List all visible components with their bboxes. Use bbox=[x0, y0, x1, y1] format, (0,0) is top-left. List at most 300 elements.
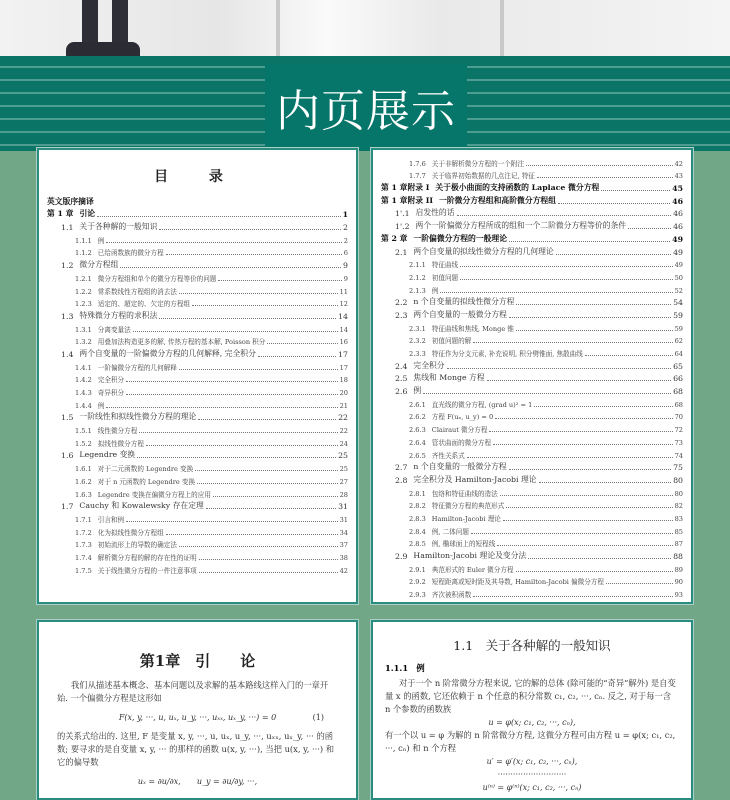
toc-entry-page: 80 bbox=[673, 475, 683, 485]
toc-entry-number: 1.5.2 bbox=[75, 439, 92, 448]
toc-entry-number: 1.7 bbox=[61, 502, 74, 512]
toc-entry-title: Hamilton-Jacobi 理论 bbox=[431, 514, 501, 523]
equation: u = φ(x; c₁, c₂, ···, cₙ), bbox=[488, 718, 576, 727]
dot-leader bbox=[471, 533, 673, 534]
toc-entry-number: 2.8.2 bbox=[409, 502, 426, 511]
equation-ellipsis: ··························· bbox=[497, 770, 567, 779]
toc-entry bbox=[381, 485, 683, 498]
toc-entry-number: 1.2.3 bbox=[75, 300, 92, 309]
toc-entry-number: 2.6.3 bbox=[409, 426, 426, 435]
toc-entry bbox=[381, 498, 683, 511]
dot-leader bbox=[197, 483, 338, 484]
dot-leader bbox=[166, 254, 342, 255]
toc-entry-title: 特征作为分支元素, 补充说明, 积分劈锥面, 焦散曲线 bbox=[431, 350, 583, 358]
toc-entry bbox=[381, 295, 683, 308]
toc-entry-number: 2.1 bbox=[395, 247, 408, 257]
toc-entry-page: 17 bbox=[338, 349, 348, 359]
toc-entry bbox=[47, 245, 348, 258]
dot-leader bbox=[509, 241, 670, 242]
toc-entry-title: 齐性关系式 bbox=[431, 451, 465, 460]
toc-entry-page: 85 bbox=[674, 527, 683, 536]
toc-page-right bbox=[371, 148, 693, 604]
person-shoes bbox=[66, 42, 140, 56]
toc-entry-title: 用叠加法构造更多的解, 传热方程的基本解, Poisson 积分 bbox=[97, 338, 266, 347]
dot-leader bbox=[126, 394, 337, 395]
dot-leader bbox=[206, 508, 336, 509]
toc-entry-title: 完全积分 bbox=[413, 360, 445, 370]
toc-entry bbox=[47, 194, 348, 207]
toc-entry-page: 49 bbox=[673, 247, 683, 257]
toc-entry-title: 例, 椭球面上的短程线 bbox=[431, 540, 496, 549]
toc-entry-title: 微分方程组和单个的微分方程等价的问题 bbox=[97, 274, 217, 283]
toc-entry-number: 第 1 章 bbox=[47, 209, 74, 219]
dot-leader bbox=[497, 545, 672, 546]
toc-entry-title: 启发性的话 bbox=[415, 208, 455, 218]
toc-entry-page: 74 bbox=[674, 451, 683, 460]
toc-entry bbox=[381, 244, 683, 257]
toc-entry-page: 62 bbox=[674, 337, 683, 346]
toc-entry-title: 例 bbox=[431, 286, 439, 295]
toc-entry-title: 初值问题的解 bbox=[431, 337, 472, 346]
toc-entry-number: 1.4.2 bbox=[75, 376, 92, 385]
toc-entry-title: 方程 F(uₓ, u_y) = 0 bbox=[431, 413, 494, 422]
toc-entry-page: 46 bbox=[673, 222, 683, 232]
toc-entry-number: 2.9.2 bbox=[409, 578, 426, 587]
toc-entry-page: 64 bbox=[674, 350, 683, 358]
toc-entry-title: 关于线性微分方程的一件注意事项 bbox=[97, 566, 197, 575]
toc-entry bbox=[47, 321, 348, 334]
toc-entry-number: 1.1 bbox=[61, 223, 74, 233]
toc-entry-page: 72 bbox=[674, 426, 683, 435]
dot-leader bbox=[457, 215, 672, 216]
toc-entry bbox=[381, 231, 683, 244]
dot-leader bbox=[528, 558, 671, 559]
toc-entry-number: 1.7.2 bbox=[75, 528, 92, 537]
toc-entry-title: 分离变量法 bbox=[97, 325, 131, 334]
dot-leader bbox=[447, 368, 671, 369]
toc-entry-page: 6 bbox=[343, 249, 348, 258]
banner-title-box bbox=[265, 64, 467, 150]
toc-entry-page: 93 bbox=[674, 591, 683, 600]
toc-entry bbox=[47, 372, 348, 385]
toc-entry bbox=[47, 511, 348, 524]
toc-entry-page: 34 bbox=[339, 528, 348, 537]
toc-entry-title: 两个自变量的拟线性微分方程的几何理论 bbox=[413, 246, 554, 256]
toc-entry-page: 70 bbox=[674, 413, 683, 422]
dot-leader bbox=[495, 418, 672, 419]
equation-text: F(x, y, ···, u, uₓ, u_y, ···, uₓₓ, uₓ_y, ···) = 0 bbox=[118, 713, 277, 722]
toc-entry-number: 1.7.7 bbox=[409, 172, 426, 181]
toc-entry bbox=[381, 206, 683, 219]
toc-entry-title: 两个自变量的一般微分方程 bbox=[413, 309, 507, 319]
section-banner bbox=[0, 56, 730, 151]
toc-entry-title: 对于二元函数的 Legendre 变换 bbox=[97, 465, 194, 474]
toc-entry bbox=[381, 523, 683, 536]
toc-entry-page: 46 bbox=[673, 209, 683, 219]
toc-entry-number: 2.6 bbox=[395, 387, 408, 397]
dot-leader bbox=[179, 293, 338, 294]
toc-entry-page: 12 bbox=[339, 300, 348, 309]
dot-leader bbox=[159, 229, 341, 230]
toc-entry bbox=[381, 371, 683, 384]
dot-leader bbox=[537, 177, 673, 178]
toc-entry-title: 一阶偏微分方程的一般理论 bbox=[413, 233, 508, 243]
toc-entry-title: 常系数线性方程组的消去法 bbox=[97, 287, 177, 296]
toc-entry-number: 2.8.3 bbox=[409, 514, 426, 523]
toc-entry bbox=[381, 168, 683, 181]
toc-entry-page: 31 bbox=[338, 502, 348, 512]
toc-entry-page: 22 bbox=[339, 427, 348, 436]
toc-entry-title: 英文版序摘译 bbox=[47, 196, 94, 206]
toc-entry-page: 21 bbox=[339, 401, 348, 410]
toc-entry-page: 17 bbox=[339, 363, 348, 372]
toc-entry bbox=[381, 460, 683, 473]
dot-leader bbox=[97, 216, 341, 217]
toc-entry-page: 52 bbox=[674, 286, 683, 295]
dot-leader bbox=[509, 317, 671, 318]
toc-entry bbox=[381, 472, 683, 485]
dot-leader bbox=[467, 457, 673, 458]
toc-entry-number: 1.2.2 bbox=[75, 287, 92, 296]
equation: u⁽ⁿ⁾ = φ⁽ⁿ⁾(x; c₁, c₂, ···, cₙ) bbox=[482, 783, 582, 792]
dot-leader bbox=[166, 534, 338, 535]
toc-entry-title: Legendre 变换在偏微分方程上的应用 bbox=[97, 490, 211, 499]
toc-entry-number: 1.3.2 bbox=[75, 338, 92, 347]
toc-entry-page: 59 bbox=[673, 310, 683, 320]
toc-entry-page: 37 bbox=[339, 541, 348, 550]
toc-entry-page: 20 bbox=[339, 389, 348, 397]
toc-entry bbox=[47, 549, 348, 562]
toc-entry-page: 18 bbox=[339, 376, 348, 385]
toc-entry-number: 1.5 bbox=[61, 413, 74, 423]
dot-leader bbox=[493, 444, 672, 445]
toc-entry-page: 25 bbox=[339, 465, 348, 474]
toc-entry-page: 49 bbox=[672, 234, 683, 244]
toc-entry bbox=[381, 561, 683, 574]
toc-entry-title: 两个自变量的一阶偏微分方程的几何解释, 完全积分 bbox=[79, 348, 256, 358]
toc-entry-title: 短程距离或短时距及其导数, Hamilton-Jacobi 偏微分方程 bbox=[431, 578, 604, 587]
toc-entry bbox=[381, 180, 683, 193]
toc-entry-number: 2.9 bbox=[395, 552, 408, 561]
toc-entry-title: 一阶微分方程组和高阶微分方程组 bbox=[439, 195, 557, 205]
toc-entry bbox=[381, 409, 683, 422]
toc-entry-title: 包络和特征曲线的造法 bbox=[431, 489, 498, 498]
toc-entry bbox=[47, 486, 348, 499]
toc-entry-title: 管状曲面的微分方程 bbox=[431, 438, 492, 447]
toc-entry-title: 已给函数族的微分方程 bbox=[97, 249, 164, 258]
dot-leader bbox=[133, 331, 338, 332]
toc-entry-page: 68 bbox=[674, 400, 683, 409]
toc-entry-number: 1.7.4 bbox=[75, 553, 92, 562]
toc-entry bbox=[47, 562, 348, 575]
window-frame bbox=[276, 0, 280, 56]
toc-entry bbox=[47, 296, 348, 309]
dot-leader bbox=[526, 165, 673, 166]
dot-leader bbox=[159, 318, 336, 319]
dot-leader bbox=[473, 342, 672, 343]
toc-entry bbox=[381, 574, 683, 587]
toc-entry-page: 43 bbox=[674, 172, 683, 181]
toc-entry-number: 2.3.1 bbox=[409, 324, 426, 333]
toc-entry bbox=[47, 257, 348, 270]
dot-leader bbox=[199, 559, 338, 560]
toc-list bbox=[47, 194, 348, 575]
toc-entry-number: 第 1 章附录 I bbox=[381, 183, 430, 193]
toc-entry-number: 2.1.2 bbox=[409, 273, 426, 282]
toc-entry bbox=[381, 155, 683, 168]
toc-entry-page: 83 bbox=[674, 514, 683, 523]
toc-entry-title: 例, 二体问题 bbox=[431, 527, 469, 536]
dot-leader bbox=[137, 457, 336, 458]
toc-entry-page: 87 bbox=[674, 540, 683, 549]
dot-leader bbox=[489, 431, 672, 432]
paragraph: 我们从描述基本概念、基本问题以及求解的基本路线这样入门的一章开始. 一个偏微分方程是这形如 bbox=[57, 680, 329, 703]
toc-entry bbox=[47, 524, 348, 537]
toc-list bbox=[381, 155, 683, 599]
toc-entry-title: 例 bbox=[97, 401, 105, 410]
toc-entry bbox=[47, 359, 348, 372]
toc-entry-page: 73 bbox=[674, 438, 683, 447]
dot-leader bbox=[473, 596, 672, 597]
toc-entry bbox=[381, 358, 683, 371]
chapter-heading: 第1章 引 论 bbox=[139, 652, 256, 670]
toc-entry-page: 50 bbox=[674, 273, 683, 282]
dot-leader bbox=[106, 407, 337, 408]
toc-entry-title: 初值问题 bbox=[431, 273, 459, 282]
toc-entry bbox=[47, 384, 348, 397]
dot-leader bbox=[558, 203, 670, 204]
banner-title: 内页展示 bbox=[276, 86, 456, 137]
toc-entry-title: 线性微分方程 bbox=[97, 427, 138, 436]
toc-entry-page: 24 bbox=[339, 439, 348, 448]
dot-leader bbox=[606, 583, 673, 584]
dot-leader bbox=[487, 380, 671, 381]
dot-leader bbox=[213, 496, 338, 497]
toc-entry-number: 2.6.5 bbox=[409, 451, 426, 460]
toc-entry-title: 奇异积分 bbox=[97, 389, 125, 397]
toc-entry-page: 45 bbox=[672, 184, 683, 194]
paragraph: 对于一个 n 阶常微分方程来说, 它的解的总体 (除可能的“奇异”解外) 是自变量 x 的函数, 它还依赖于 n 个任意的积分常数 c₁, c₂, ···, cₙ. 反之, 对于每一含 n 个参数的函数族 bbox=[385, 678, 676, 714]
section-heading: 1.1 关于各种解的一般知识 bbox=[453, 638, 611, 653]
toc-entry-number: 2.2 bbox=[395, 298, 408, 308]
equation-number: (1) bbox=[312, 713, 324, 722]
toc-entry-number: 1.7.3 bbox=[75, 541, 92, 550]
dot-leader bbox=[146, 445, 338, 446]
toc-entry bbox=[381, 383, 683, 396]
dot-leader bbox=[423, 393, 671, 394]
dot-leader bbox=[126, 381, 337, 382]
toc-entry-number: 1.5.1 bbox=[75, 427, 92, 436]
toc-entry-number: 1.4.1 bbox=[75, 363, 92, 372]
toc-entry-title: Hamilton-Jacobi 理论及变分法 bbox=[413, 551, 527, 560]
subsection-heading: 1.1.1 例 bbox=[385, 663, 425, 673]
toc-entry-page: 42 bbox=[674, 159, 683, 168]
toc-entry-page: 46 bbox=[672, 196, 683, 206]
toc-entry-number: 2.9.3 bbox=[409, 591, 426, 600]
toc-entry-page: 2 bbox=[343, 223, 348, 233]
dot-leader bbox=[258, 356, 336, 357]
toc-entry-number: 1.7.6 bbox=[409, 159, 426, 168]
toc-entry bbox=[381, 345, 683, 358]
toc-entry bbox=[47, 435, 348, 448]
toc-entry-number: 第 1 章附录 II bbox=[381, 195, 434, 205]
toc-entry bbox=[381, 396, 683, 409]
toc-entry-title: 适定的、超定的、欠定的方程组 bbox=[97, 300, 191, 309]
toc-entry-title: 特征曲线和焦线, Monge 锥 bbox=[431, 324, 514, 333]
toc-entry bbox=[381, 307, 683, 320]
toc-entry-page: 9 bbox=[343, 261, 348, 271]
toc-entry-title: 微分方程组 bbox=[79, 260, 119, 270]
toc-entry bbox=[381, 536, 683, 549]
toc-entry-title: 一阶线性和拟线性微分方程的理论 bbox=[79, 412, 197, 422]
toc-entry-title: 特征曲线 bbox=[431, 261, 459, 270]
toc-entry-page: 65 bbox=[673, 361, 683, 371]
toc-entry-page: 14 bbox=[338, 311, 348, 321]
toc-entry-page: 88 bbox=[673, 552, 683, 561]
toc-entry-number: 1'.1 bbox=[395, 209, 410, 219]
toc-entry-page: 25 bbox=[338, 451, 348, 461]
toc-entry-number: 2.8.5 bbox=[409, 540, 426, 549]
toc-entry-title: 引言和例 bbox=[97, 515, 125, 524]
toc-entry-page: 9 bbox=[343, 274, 348, 283]
toc-entry-title: 完全积分 bbox=[97, 376, 125, 385]
toc-entry-number: 2.8.4 bbox=[409, 527, 426, 536]
toc-entry-number: 1.7.1 bbox=[75, 515, 92, 524]
toc-entry-title: 例 bbox=[97, 236, 105, 245]
dot-leader bbox=[460, 266, 672, 267]
toc-entry-number: 2.7 bbox=[395, 463, 408, 473]
toc-entry bbox=[381, 218, 683, 231]
toc-entry-title: 一阶偏微分方程的几何解释 bbox=[97, 363, 177, 372]
toc-entry-page: 38 bbox=[339, 553, 348, 562]
toc-entry bbox=[47, 499, 348, 512]
dot-leader bbox=[106, 242, 341, 243]
toc-entry-title: 引论 bbox=[79, 209, 96, 219]
toc-entry-title: 特殊微分方程的求积法 bbox=[79, 310, 158, 320]
dot-leader bbox=[503, 520, 673, 521]
toc-entry-title: 焦线和 Monge 方程 bbox=[413, 373, 485, 383]
toc-entry-number: 2.9.1 bbox=[409, 565, 426, 574]
dot-leader bbox=[506, 507, 672, 508]
toc-entry-page: 68 bbox=[673, 387, 683, 397]
toc-entry-number: 1.3.1 bbox=[75, 325, 92, 334]
toc-entry-page: 14 bbox=[339, 325, 348, 334]
toc-entry-title: 化为拟线性微分方程组 bbox=[97, 528, 164, 537]
dot-leader bbox=[267, 343, 337, 344]
toc-entry-page: 27 bbox=[339, 477, 348, 486]
toc-entry bbox=[381, 282, 683, 295]
toc-entry-number: 1.6.3 bbox=[75, 490, 92, 499]
equation: u′ = φ′(x; c₁, c₂, ···, cₙ), bbox=[486, 757, 578, 766]
toc-entry-title: 关于临界初始数据的几点注记, 特征 bbox=[431, 172, 535, 181]
toc-entry bbox=[47, 473, 348, 486]
toc-entry bbox=[47, 232, 348, 245]
toc-entry-title: 关于极小曲面的支持函数的 Laplace 微分方程 bbox=[435, 183, 600, 193]
toc-entry bbox=[381, 257, 683, 270]
toc-entry bbox=[47, 460, 348, 473]
dot-leader bbox=[509, 469, 671, 470]
toc-entry bbox=[47, 308, 348, 321]
toc-entry-page: 28 bbox=[339, 490, 348, 499]
toc-entry bbox=[381, 447, 683, 460]
toc-entry-number: 1.6 bbox=[61, 451, 74, 461]
toc-entry-number: 1.4.4 bbox=[75, 401, 92, 410]
toc-entry bbox=[381, 548, 683, 561]
dot-leader bbox=[126, 521, 337, 522]
toc-entry-title: 关于各种解的一般知识 bbox=[79, 222, 158, 232]
toc-entry-number: 1.7.5 bbox=[75, 566, 92, 575]
toc-entry-number: 1.6.2 bbox=[75, 477, 92, 486]
toc-entry-page: 75 bbox=[673, 463, 683, 473]
toc-entry-title: 典范形式的 Euler 微分方程 bbox=[431, 565, 514, 574]
toc-entry-title: 齐次被积函数 bbox=[431, 591, 472, 600]
dot-leader bbox=[585, 355, 673, 356]
toc-entry-number: 2.3.3 bbox=[409, 350, 426, 358]
toc-entry-page: 31 bbox=[339, 515, 348, 524]
toc-entry-number: 2.4 bbox=[395, 361, 408, 371]
toc-entry-page: 82 bbox=[674, 502, 683, 511]
toc-entry bbox=[47, 422, 348, 435]
toc-entry bbox=[47, 346, 348, 359]
dot-leader bbox=[139, 432, 337, 433]
toc-entry-title: Legendre 变换 bbox=[79, 450, 136, 460]
equation bbox=[57, 711, 338, 724]
toc-entry bbox=[381, 320, 683, 333]
dot-leader bbox=[199, 572, 338, 573]
toc-entry bbox=[47, 448, 348, 461]
toc-entry bbox=[381, 333, 683, 346]
toc-entry-number: 1.1.2 bbox=[75, 249, 92, 258]
toc-entry bbox=[47, 283, 348, 296]
dot-leader bbox=[516, 304, 671, 305]
toc-entry bbox=[381, 269, 683, 282]
toc-page-left bbox=[37, 148, 358, 604]
toc-entry-title: 完全积分及 Hamilton-Jacobi 理论 bbox=[413, 474, 537, 484]
dot-leader bbox=[198, 419, 336, 420]
toc-entry-title: 两个一阶偏微分方程所成的组和一个二阶微分方程等价的条件 bbox=[415, 221, 627, 231]
toc-entry bbox=[381, 510, 683, 523]
toc-entry-page: 89 bbox=[674, 565, 683, 574]
toc-entry bbox=[47, 410, 348, 423]
toc-entry-page: 90 bbox=[674, 578, 683, 587]
toc-entry-number: 第 2 章 bbox=[381, 233, 408, 243]
header-photo bbox=[0, 0, 730, 56]
toc-entry-number: 2.3.2 bbox=[409, 337, 426, 346]
toc-entry-number: 1.6.1 bbox=[75, 465, 92, 474]
dot-leader bbox=[534, 406, 672, 407]
toc-entry bbox=[381, 421, 683, 434]
toc-entry-number: 2.6.1 bbox=[409, 400, 426, 409]
toc-entry-page: 16 bbox=[339, 338, 348, 347]
toc-entry-number: 1'.2 bbox=[395, 222, 410, 232]
dot-leader bbox=[460, 279, 672, 280]
toc-entry-title: 对于 n 元函数的 Legendre 变换 bbox=[97, 477, 196, 486]
toc-entry-page: 66 bbox=[673, 374, 683, 384]
toc-entry bbox=[47, 334, 348, 347]
toc-entry-number: 2.5 bbox=[395, 374, 408, 384]
dot-leader bbox=[192, 305, 338, 306]
toc-entry bbox=[381, 193, 683, 206]
toc-entry-page: 22 bbox=[338, 413, 348, 423]
toc-entry-title: n 个自变量的拟线性微分方程 bbox=[413, 297, 515, 307]
toc-entry-page: 80 bbox=[674, 489, 683, 498]
dot-leader bbox=[539, 482, 672, 483]
toc-entry-number: 1.4 bbox=[61, 349, 74, 359]
toc-entry-number: 2.1.1 bbox=[409, 261, 426, 270]
toc-entry-title: n 个自变量的一般微分方程 bbox=[413, 462, 507, 472]
dot-leader bbox=[120, 267, 341, 268]
paragraph: 有一个以 u = φ 为解的 n 阶常微分方程, 这微分方程可由方程 u = φ(x; c₁, c₂, ···, cₙ) 和 n 个方程 bbox=[385, 730, 676, 753]
